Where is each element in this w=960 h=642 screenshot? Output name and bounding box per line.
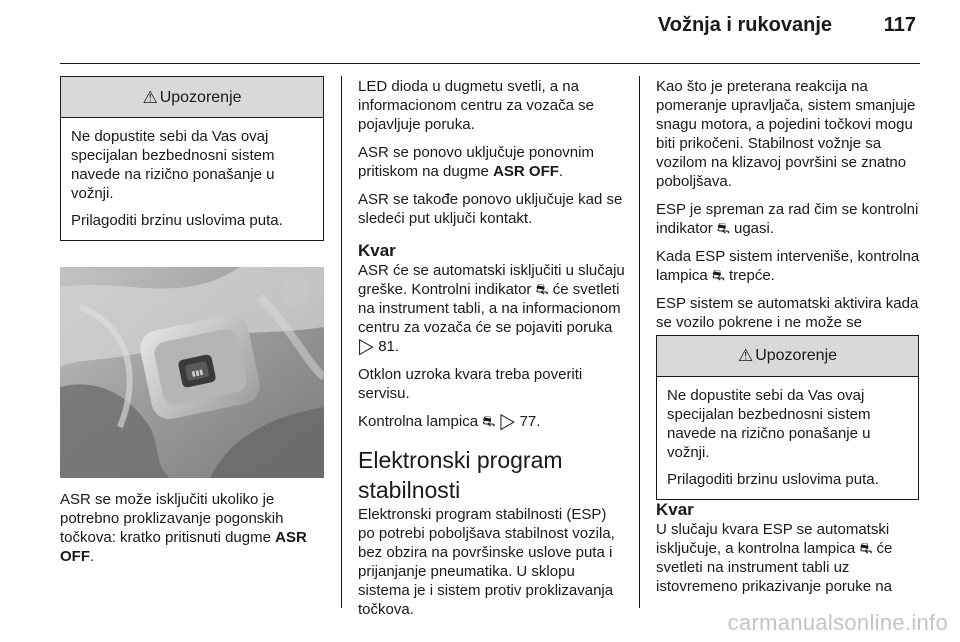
paragraph: ASR se ponovo uključuje ponovnim pritiskom na dugme ASR OFF. xyxy=(358,144,594,180)
warning-title: Upozorenje xyxy=(159,88,242,106)
paragraph: Otklon uzroka kvara treba poveriti servisu. xyxy=(358,366,583,402)
column-1 xyxy=(60,76,324,291)
esp-skid-car-icon: ⛐ xyxy=(859,540,873,557)
warning-text: Ne dopustite sebi da Vas ovaj specijalan bezbednosni sistem navede na rizično ponašanje u vožnji. xyxy=(71,128,275,202)
warning-box-header xyxy=(61,77,323,118)
warning-text: Prilagoditi brzinu uslovima puta. xyxy=(667,471,879,488)
asr-off-label: ASR OFF xyxy=(60,529,307,565)
paragraph: ASR se takođe ponovo uključuje kad se sledeći put uključi kontakt. xyxy=(358,191,623,227)
paragraph: U slučaju kvara ESP se automatski isključuje, a kontrolna lampica ⛐ će svetleti na instrument tabli uz istovremeno prikazivanje poruke na xyxy=(656,521,893,595)
page-reference-arrow-icon: ▷ xyxy=(358,338,379,355)
svg-text:▮▮▮: ▮▮▮ xyxy=(191,368,204,379)
column-divider-2 xyxy=(639,76,640,608)
warning-box-header xyxy=(657,336,918,377)
paragraph: ESP je spreman za rad čim se kontrolni indikator ⛐ ugasi. xyxy=(656,201,919,237)
paragraph: LED dioda u dugmetu svetli, a na informacionom centru za vozača se pojavljuje poruka. xyxy=(358,78,594,133)
column-2 xyxy=(358,77,626,628)
warning-box xyxy=(656,335,919,500)
paragraph: Kontrolna lampica ⛐ ▷ 77. xyxy=(358,413,541,430)
paragraph: Elektronski program stabilnosti (ESP) po potrebi poboljšava stabilnost vozila, bez obzira na površinske uslove puta i prijanjanje pneumatika. U sklopu sistema je i sistem protiv proklizavanja točkova. xyxy=(358,506,615,618)
esp-skid-car-icon: ⛐ xyxy=(711,267,725,284)
column-3 xyxy=(656,77,924,360)
column-3-bottom xyxy=(656,500,926,605)
paragraph: ESP sistem se automatski aktivira kada se vozilo pokrene i ne može se xyxy=(656,295,919,331)
warning-triangle-icon: ⚠ xyxy=(737,346,754,365)
page-reference-arrow-icon: ▷ xyxy=(499,413,520,430)
header-title: Vožnja i rukovanje xyxy=(657,14,832,36)
section-heading-kvar: Kvar xyxy=(358,241,396,260)
isklucivanje-paragraph: ASR se može isključiti ukoliko je potrebno proklizavanje pogonskih točkova: kratko pritisnuti dugme ASR OFF. xyxy=(60,491,307,565)
section-heading-esp: Elektronski program stabilnosti xyxy=(358,447,563,503)
warning-box-body xyxy=(61,118,323,240)
column-1-bottom xyxy=(60,490,328,575)
asr-off-button-photo xyxy=(60,267,324,478)
warning-title: Upozorenje xyxy=(755,347,838,364)
warning-box xyxy=(60,76,324,241)
paragraph: ASR će se automatski isključiti u slučaju greške. Kontrolni indikator ⛐ će svetleti na instrument tabli, a na informacionom centru za vozača će se pojaviti poruka ▷ 81. xyxy=(358,262,625,355)
warning-text: Prilagoditi brzinu uslovima puta. xyxy=(71,212,283,229)
watermark: carmanualsonline.info xyxy=(727,610,948,635)
column-divider-1 xyxy=(341,76,342,608)
section-heading-kvar: Kvar xyxy=(656,500,694,519)
esp-skid-car-icon: ⛐ xyxy=(535,281,549,298)
esp-skid-car-icon: ⛐ xyxy=(482,413,496,430)
esp-skid-car-icon: ⛐ xyxy=(716,220,730,237)
page-number: 117 xyxy=(883,14,916,36)
header-rule xyxy=(60,63,920,64)
warning-triangle-icon: ⚠ xyxy=(142,87,158,107)
asr-off-label: ASR OFF xyxy=(493,163,559,180)
warning-box-body xyxy=(657,377,918,499)
warning-text: Ne dopustite sebi da Vas ovaj specijalan bezbednosni sistem navede na rizično ponašanje u vožnji. xyxy=(667,387,871,461)
paragraph: Kada ESP sistem interveniše, kontrolna lampica ⛐ trepće. xyxy=(656,248,920,284)
paragraph: Kao što je preterana reakcija na pomeranje upravljača, sistem smanjuje snagu motora, a pojedini točkovi mogu biti prikočeni. Stabilnost vožnje sa vozilom na klizavoj površini se znatno poboljšava. xyxy=(656,78,916,190)
